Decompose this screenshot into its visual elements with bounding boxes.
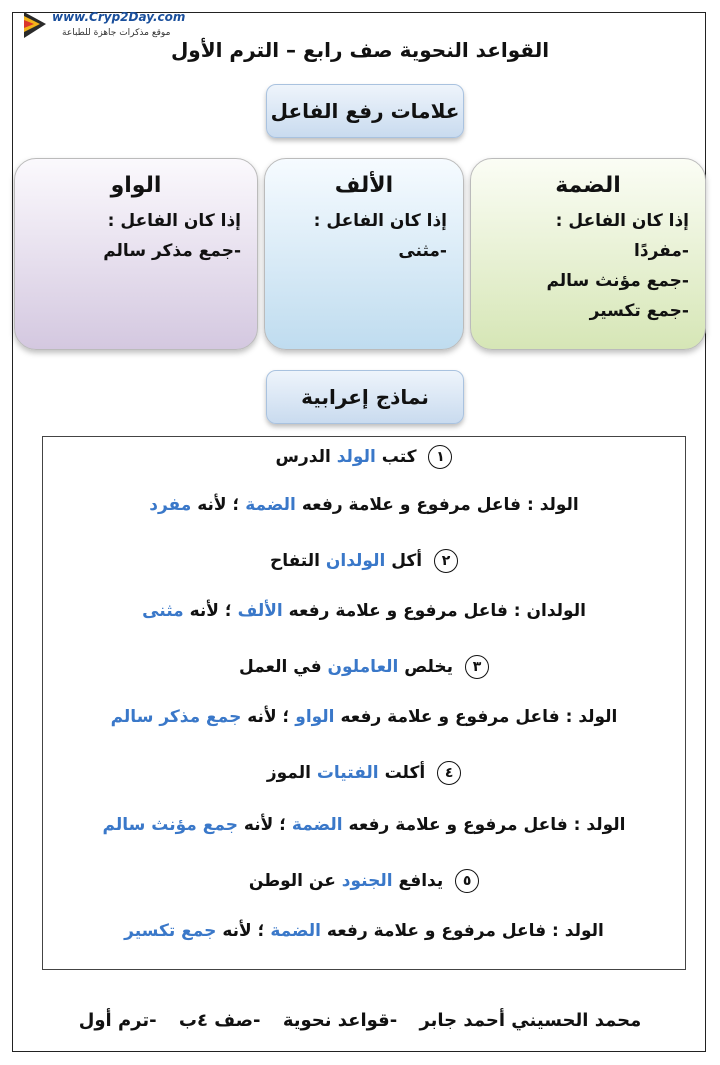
example-rest: التفاح bbox=[269, 551, 320, 571]
example-sentence bbox=[43, 445, 685, 469]
card-alif-intro: إذا كان الفاعل : bbox=[313, 211, 447, 231]
example-rest: في العمل bbox=[238, 657, 322, 677]
example-verb: أكلت bbox=[384, 763, 426, 783]
example-sentence bbox=[43, 655, 685, 679]
example-number: ١ bbox=[428, 445, 452, 469]
analysis-type: جمع تكسير bbox=[124, 921, 217, 941]
analysis-text: : فاعل مرفوع و علامة رفعه bbox=[340, 707, 573, 727]
analysis-word: الولد bbox=[539, 495, 579, 515]
example-analysis bbox=[43, 815, 685, 835]
example-sentence bbox=[43, 549, 685, 573]
analysis-type: مفرد bbox=[149, 495, 192, 515]
example-number: ٥ bbox=[455, 869, 479, 893]
card-damma-item: -جمع تكسير bbox=[589, 301, 689, 321]
card-damma-item: -مفردًا bbox=[634, 241, 689, 261]
analysis-reason: ؛ لأنه bbox=[189, 601, 232, 621]
card-waw-item: -جمع مذكر سالم bbox=[103, 241, 241, 261]
examples-box bbox=[42, 436, 686, 970]
page-title: القواعد النحوية صف رابع – الترم الأول bbox=[170, 38, 550, 62]
card-waw-title: الواو bbox=[110, 173, 162, 198]
card-alif-item: -مثنى bbox=[398, 241, 447, 261]
example-subject: الولد bbox=[336, 447, 376, 467]
card-waw-intro: إذا كان الفاعل : bbox=[107, 211, 241, 231]
example-analysis bbox=[43, 601, 685, 621]
analysis-reason: ؛ لأنه bbox=[243, 815, 286, 835]
section-title-raf: علامات رفع الفاعل bbox=[266, 84, 464, 138]
analysis-word: الولدان bbox=[526, 601, 586, 621]
footer-grade: -صف ٤ب bbox=[178, 1010, 261, 1031]
example-analysis bbox=[43, 921, 685, 941]
card-damma-item: -جمع مؤنث سالم bbox=[546, 271, 689, 291]
analysis-word: الولد bbox=[578, 707, 618, 727]
example-rest: الموز bbox=[266, 763, 311, 783]
analysis-word: الولد bbox=[586, 815, 626, 835]
card-damma-title: الضمة bbox=[555, 173, 621, 198]
card-damma-intro: إذا كان الفاعل : bbox=[555, 211, 689, 231]
analysis-text: : فاعل مرفوع و علامة رفعه bbox=[348, 815, 581, 835]
example-sentence bbox=[43, 761, 685, 785]
analysis-text: : فاعل مرفوع و علامة رفعه bbox=[288, 601, 521, 621]
card-alif-title: الألف bbox=[334, 173, 394, 198]
footer bbox=[0, 1010, 720, 1031]
example-analysis bbox=[43, 707, 685, 727]
analysis-word: الولد bbox=[564, 921, 604, 941]
analysis-reason: ؛ لأنه bbox=[222, 921, 265, 941]
example-verb: يخلص bbox=[404, 657, 454, 677]
example-verb: كتب bbox=[381, 447, 417, 467]
analysis-text: : فاعل مرفوع و علامة رفعه bbox=[301, 495, 534, 515]
analysis-mark: الألف bbox=[237, 601, 283, 621]
example-verb: يدافع bbox=[398, 871, 444, 891]
example-rest: الدرس bbox=[275, 447, 331, 467]
example-subject: الجنود bbox=[341, 871, 393, 891]
analysis-mark: الضمة bbox=[270, 921, 321, 941]
analysis-type: مثنى bbox=[142, 601, 184, 621]
example-subject: الفتيات bbox=[316, 763, 379, 783]
logo-site: www.Cryp2Day.com bbox=[52, 10, 186, 24]
analysis-mark: الضمة bbox=[291, 815, 343, 835]
logo-icon bbox=[22, 8, 50, 42]
section-title-examples: نماذج إعرابية bbox=[266, 370, 464, 424]
analysis-text: : فاعل مرفوع و علامة رفعه bbox=[326, 921, 559, 941]
card-damma bbox=[470, 158, 706, 350]
analysis-reason: ؛ لأنه bbox=[247, 707, 290, 727]
analysis-reason: ؛ لأنه bbox=[197, 495, 240, 515]
example-verb: أكل bbox=[391, 551, 423, 571]
card-alif bbox=[264, 158, 464, 350]
example-subject: الولدان bbox=[325, 551, 386, 571]
example-number: ٣ bbox=[465, 655, 489, 679]
example-number: ٢ bbox=[434, 549, 458, 573]
analysis-mark: الضمة bbox=[245, 495, 296, 515]
example-number: ٤ bbox=[437, 761, 461, 785]
footer-subject: -قواعد نحوية bbox=[282, 1010, 398, 1031]
analysis-type: جمع مذكر سالم bbox=[110, 707, 242, 727]
analysis-mark: الواو bbox=[295, 707, 335, 727]
card-waw bbox=[14, 158, 258, 350]
example-sentence bbox=[43, 869, 685, 893]
logo-tagline: موقع مذكرات جاهزة للطباعة bbox=[62, 28, 171, 38]
example-analysis bbox=[43, 495, 685, 515]
example-rest: عن الوطن bbox=[248, 871, 336, 891]
footer-term: -ترم أول bbox=[78, 1010, 157, 1031]
example-subject: العاملون bbox=[327, 657, 399, 677]
analysis-type: جمع مؤنث سالم bbox=[102, 815, 238, 835]
footer-author: محمد الحسيني أحمد جابر bbox=[419, 1010, 642, 1031]
